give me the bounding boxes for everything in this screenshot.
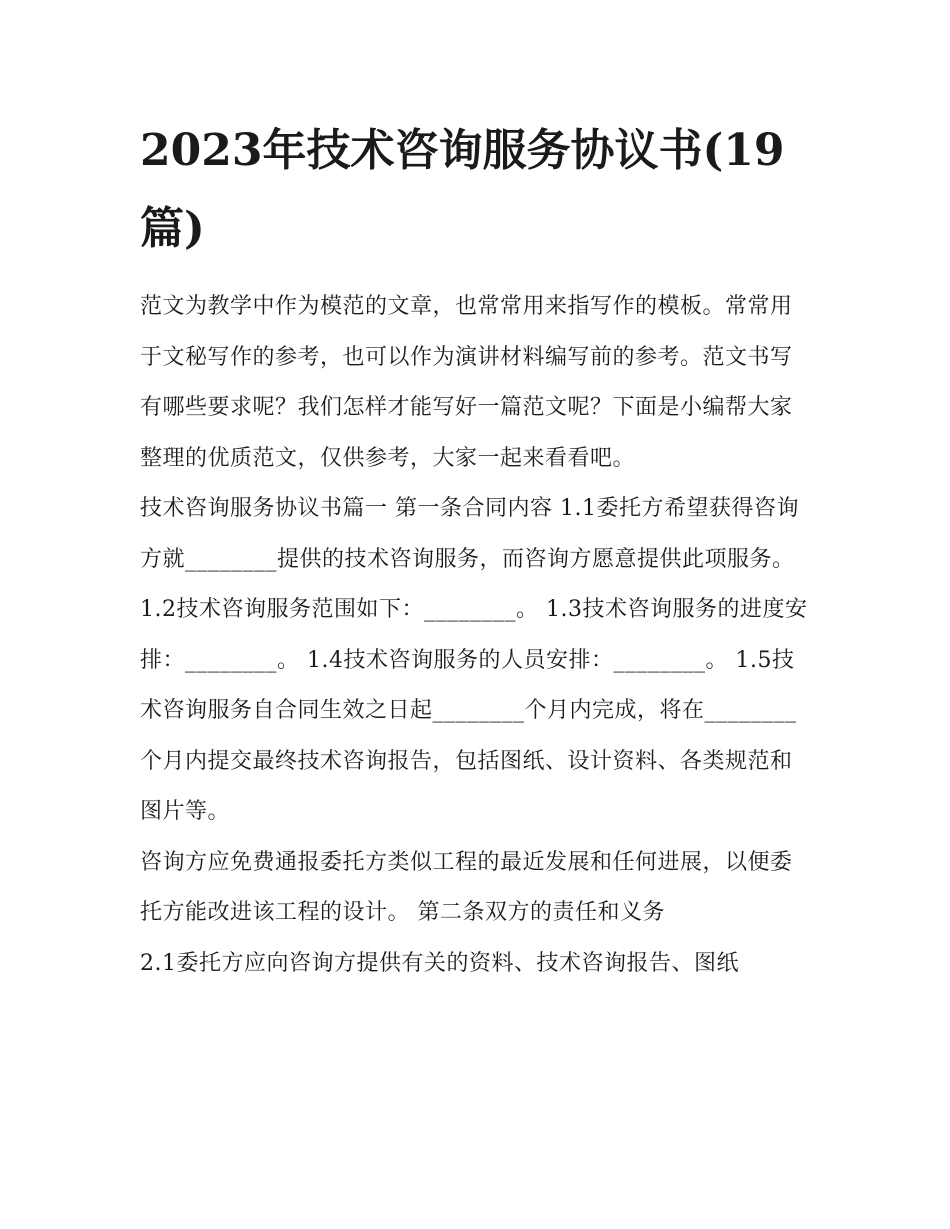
paragraph-intro: 范文为教学中作为模范的文章，也常常用来指写作的模板。常常用于文秘写作的参考，也可以作为演讲材料编写前的参考。范文书写有哪些要求呢？我们怎样才能写好一篇范文呢？下面是小编帮大家整理的优质范文，仅供参考，大家一起来看看吧。 [140,294,793,471]
paragraph-contract-content: 技术咨询服务协议书篇一 第一条合同内容 1.1委托方希望获得咨询方就________提供的技术咨询服务，而咨询方愿意提供此项服务。 [140,496,799,572]
paragraph-obligations-intro: 咨询方应免费通报委托方类似工程的最近发展和任何进展，以便委托方能改进该工程的设计。 第二条双方的责任和义务 [140,849,793,925]
document-title: 2023年技术咨询服务协议书(19篇) [140,125,785,254]
paragraph-client-duties: 2.1委托方应向咨询方提供有关的资料、技术咨询报告、图纸 [140,950,739,976]
document-page [140,112,812,989]
paragraph-service-scope: 1.2技术咨询服务范围如下：________。 1.3技术咨询服务的进度安排：________。 1.4技术咨询服务的人员安排：________。 1.5技术咨询服务自合同生效之日起________个月内完成，将在________个月内提交最终技术咨询报告，包括图纸、设计资料、各类规范和图片等。 [140,597,808,824]
